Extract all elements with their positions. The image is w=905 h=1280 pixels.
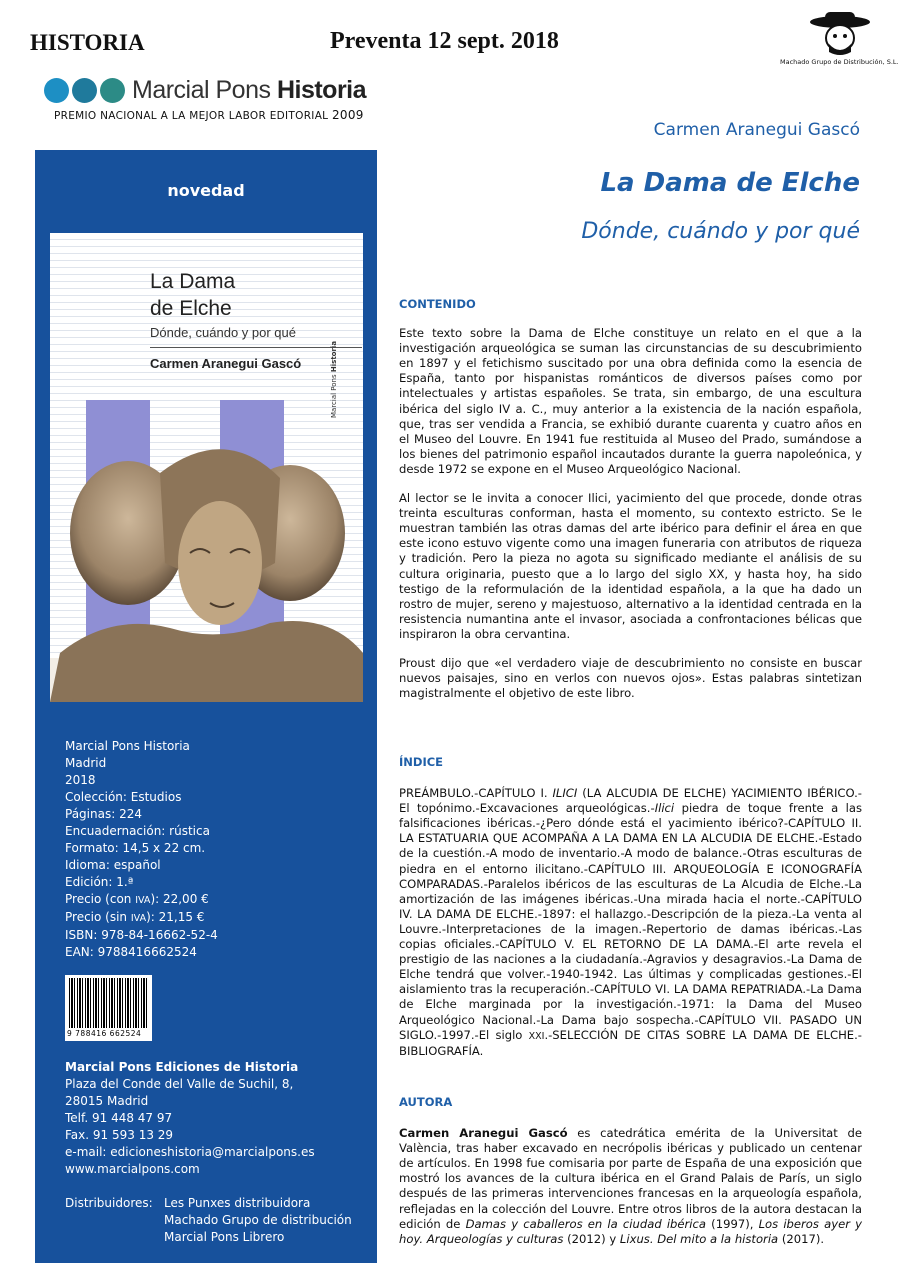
paragraph: Este texto sobre la Dama de Elche constituye un relato en el que a la investigación arqueológica se suman las circunstancias de su descubrimiento en 1897 y el fetichismo suscitado por una obra definida como la esencia de España, tanto por hispanistas románticos de diversos países como por intelectuales y artistas españoles. Se trata, sin embargo, de una escultura ibérica del siglo IV a. C., muy anterior a la existencia de la nación española, que, tras ser vendida a Francia, se exhibió durante cuarenta y cuatro años en el Museo del Louvre. En 1941 fue restituida al Museo del Prado, sumándose a los bienes del patrimonio español incautados durante la guerra napoleónica, y desde 1972 se expone en el Museo Arqueológico Nacional. [399, 326, 862, 476]
paragraph: Proust dijo que «el verdadero viaje de descubrimiento no consiste en buscar nuevos paisajes, sino en verlos con nuevos ojos». Estas palabras sintetizan magistralmente el objetivo de este libro. [399, 655, 862, 701]
publisher-website[interactable]: www.marcialpons.com [65, 1162, 200, 1176]
logo-dot [44, 78, 69, 103]
meta-line: Encuadernación: rústica [65, 824, 210, 838]
book-cover [50, 233, 363, 702]
meta-line: 2018 [65, 773, 96, 787]
cover-title: La Dama de Elche [150, 270, 236, 320]
isbn: ISBN: 978-84-16662-52-4 [65, 928, 218, 942]
distributors [65, 1195, 352, 1246]
publisher-phone: Telf. 91 448 47 97 [65, 1111, 173, 1125]
publisher-address: Plaza del Conde del Valle de Suchil, 8, [65, 1077, 294, 1091]
publisher-logo [44, 76, 384, 126]
distributors-label: Distribuidores: [65, 1196, 153, 1210]
table-of-contents: PREÁMBULO.-CAPÍTULO I. ILICI (LA ALCUDIA DE ELCHE) YACIMIENTO IBÉRICO.-El topónimo.-Excavaciones arqueológicas.-Ilici piedra de toque frente a las falsificaciones ibéricas.-¿Pero dónde está el yacimiento ibérico?-CAPÍTULO II. LA ESTATUARIA QUE ACOMPAÑA A LA DAMA EN LA ALCUDIA DE ELCHE.-Estado de la cuestión.-A modo de inventario.-A modo de balance.-Otras esculturas de piedra en el entorno ilicitano.-CAPÍTULO III. ARQUEOLOGÍA E ICONOGRAFÍA COMPARADAS.-Paralelos ibéricos de las esculturas de La Alcudia de Elche.-La amortización de las imágenes ibéricas.-Una mirada hacia el norte.-CAPÍTULO IV. LA DAMA DE ELCHE.-1897: el hallazgo.-Descripción de la pieza.-La venta al Louvre.-Interpretaciones de la imagen.-Repertorio de damas ibéricas.-Las copias oficiales.-CAPÍTULO V. EL RETORNO DE LA DAMA.-El arte revela el prestigio de las naciones a la ciudadanía.-Agravios y desagravios.-La Dama de Elche tendrá que volver.-1940-1942. Las últimas y complicadas gestiones.-El aislamiento tras la recuperación.-CAPÍTULO VI. LA DAMA REPATRIADA.-La Dama de Elche marginada por la investigación.-1971: la Dama del Museo Arqueológico Nacional.-La Dama bajo sospecha.-CAPÍTULO VII. PASADO UN SIGLO.-1997.-El siglo XXI.-SELECCIÓN DE CITAS SOBRE LA DAMA DE ELCHE.-BIBLIOGRAFÍA. [399, 786, 862, 1058]
barcode-number: 9 788416 662524 [67, 1029, 142, 1038]
price-with-tax: Precio (con IVA): 22,00 € [65, 892, 209, 906]
publisher-name: Marcial Pons Ediciones de Historia [65, 1060, 299, 1074]
cover-author: Carmen Aranegui Gascó [150, 356, 302, 371]
logo-wordmark: Marcial Pons Historia [132, 76, 367, 104]
distributor-logo-caption: Machado Grupo de Distribución, S.L. [780, 58, 899, 66]
meta-line: Colección: Estudios [65, 790, 182, 804]
distributor-item: Les Punxes distribuidora [164, 1196, 311, 1210]
book-subtitle: Dónde, cuándo y por qué [581, 219, 860, 244]
novedad-badge: novedad [167, 181, 245, 200]
logo-dot [100, 78, 125, 103]
ean: EAN: 9788416662524 [65, 945, 197, 959]
publisher-email[interactable]: e-mail: edicioneshistoria@marcialpons.es [65, 1145, 315, 1159]
logo-dot [72, 78, 97, 103]
publisher-city: 28015 Madrid [65, 1094, 149, 1108]
meta-line: Madrid [65, 756, 107, 770]
book-author: Carmen Aranegui Gascó [653, 120, 860, 140]
publisher-fax: Fax. 91 593 13 29 [65, 1128, 174, 1142]
distributor-item: Marcial Pons Librero [164, 1230, 285, 1244]
distributor-logo [780, 8, 899, 70]
meta-line: Marcial Pons Historia [65, 739, 190, 753]
section-heading: ÍNDICE [399, 755, 444, 769]
man-with-hat-icon [805, 8, 875, 58]
barcode [65, 975, 152, 1041]
section-heading: CONTENIDO [399, 297, 476, 311]
meta-line: Formato: 14,5 x 22 cm. [65, 841, 206, 855]
section-heading: AUTORA [399, 1095, 453, 1109]
cover-subtitle: Dónde, cuándo y por qué [150, 325, 296, 340]
paragraph: Al lector se le invita a conocer Ilici, yacimiento del que procede, donde otras treinta esculturas conforman, hasta el momento, su contexto estricto. Se le muestran también las otras damas del arte ibérico para definir el área en que este icono estuvo vigente como una imagen funeraria con atributos de riqueza y tradición. Pero la pieza no agota su significado mediante el análisis de su cultura originaria, puesto que a lo largo del siglo XX, y hasta hoy, ha sido testigo de la reformulación de la identidad española, a la que ha dado un rostro de mujer, sereno y majestuoso, alternativo a la identidad centrada en la resistencia numantina ante el invasor, asociada a confrontaciones bélicas que inspiraron la obra cervantina. [399, 491, 862, 641]
barcode-bars [69, 978, 148, 1028]
price-without-tax: Precio (sin IVA): 21,15 € [65, 910, 205, 924]
cover-spine-text: Marcial Pons Historia [330, 340, 338, 418]
contenido-section [399, 297, 862, 701]
book-metadata [65, 738, 218, 961]
distributor-item: Machado Grupo de distribución [164, 1213, 352, 1227]
meta-line: Idioma: español [65, 858, 161, 872]
book-title: La Dama de Elche [600, 168, 860, 198]
indice-section [399, 755, 862, 1059]
autora-section [399, 1095, 862, 1247]
author-bio: Carmen Aranegui Gascó es catedrática emérita de la Universitat de València, tras haber excavado en necrópolis ibéricas y publicado un centenar de artículos. En 1998 fue comisaria por parte de España de una exposición que mostró los avances de la cultura ibérica en el Grand Palais de París, un siglo después de las primeras intervenciones francesas en la arqueología española, reflejadas en la colección del Louvre. Entre otros libros de la autora destacan la edición de Damas y caballeros en la ciudad ibérica (1997), Los iberos ayer y hoy. Arqueologías y culturas (2012) y Lixus. Del mito a la historia (2017). [399, 1126, 862, 1246]
meta-line: Edición: 1.ª [65, 875, 134, 889]
meta-line: Páginas: 224 [65, 807, 142, 821]
publisher-contact [65, 1059, 315, 1178]
award-text: PREMIO NACIONAL A LA MEJOR LABOR EDITORIAL 2009 [54, 108, 364, 122]
presale-date: Preventa 12 sept. 2018 [330, 28, 559, 54]
category-label: HISTORIA [30, 30, 145, 55]
